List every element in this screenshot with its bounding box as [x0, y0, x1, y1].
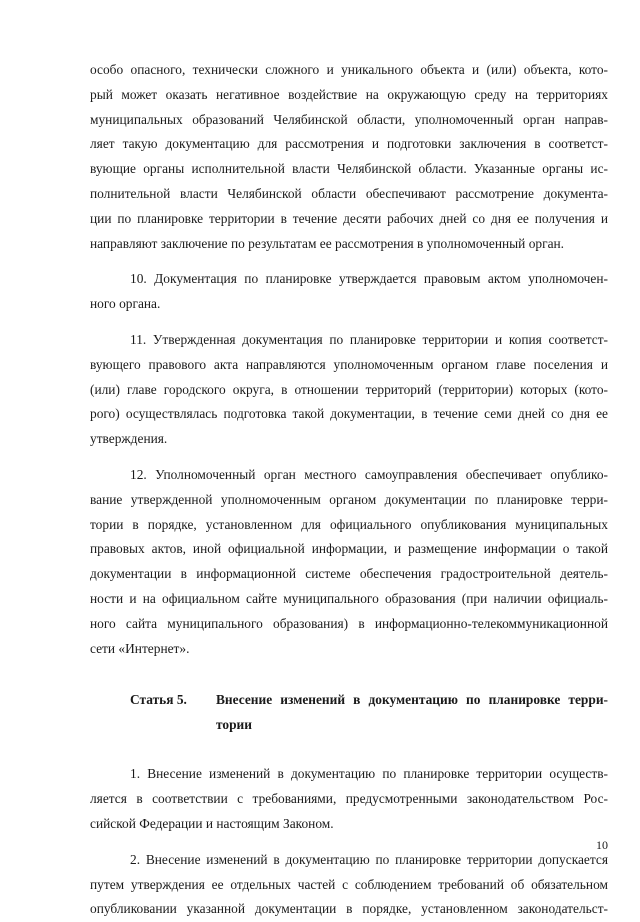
text-line: 2. Внесение изменений в документацию по планировке территории допускается: [130, 851, 608, 867]
article-heading: [90, 688, 608, 738]
text-line: вующие органы исполнительной власти Челябинской области. Указанные органы ис-: [90, 161, 608, 177]
text-line: 12. Уполномоченный орган местного самоуправления обеспечивает опублико-: [130, 466, 608, 482]
text-line: опубликовании указанной документации в порядке, установленном законодательст-: [90, 901, 608, 917]
text-line: 1. Внесение изменений в документацию по планировке территории осуществ-: [130, 766, 608, 782]
text-line: ляется в соответствии с требованиями, предусмотренными законодательством Рос-: [90, 791, 608, 807]
text-line: 11. Утвержденная документация по планировке территории и копия соответст-: [130, 331, 608, 347]
text-line: ного органа.: [90, 296, 161, 312]
paragraph-gap: [90, 837, 608, 848]
text-line: тории в порядке, установленном для официального опубликования муниципальных: [90, 516, 608, 532]
text-line: ции по планировке территории в течение десяти рабочих дней со дня ее получения и: [90, 210, 608, 226]
page-number: 10: [596, 838, 608, 852]
article-title: [216, 688, 608, 738]
text-line: рый может оказать негативное воздействие на окружающую среду на территориях: [90, 86, 608, 102]
text-line: направляют заключение по результатам ее рассмотрения в уполномоченный орган.: [90, 235, 565, 251]
text-line: муниципальных образований Челябинской области, уполномоченный орган направ-: [90, 111, 608, 127]
paragraph: [90, 58, 608, 256]
text-line: 10. Документация по планировке утверждается правовым актом уполномочен-: [130, 271, 608, 287]
text-line: вующего правового акта направляются уполномоченным органом главе поселения и: [90, 356, 608, 372]
body-text: [90, 58, 608, 661]
paragraph-gap: [90, 317, 608, 328]
document-page: [90, 58, 608, 922]
article-title-line: Внесение изменений в документацию по планировке терри-: [216, 692, 608, 708]
text-line: особо опасного, технически сложного и уникального объекта и (или) объекта, кото-: [90, 62, 608, 77]
text-line: сийской Федерации и настоящим Законом.: [90, 815, 334, 831]
paragraph: [90, 267, 608, 317]
text-line: утверждения.: [90, 431, 168, 447]
paragraph: [90, 848, 608, 922]
paragraph: [90, 762, 608, 836]
text-line: ляет такую документацию для рассмотрения и подготовки заключения в соответст-: [90, 136, 608, 152]
text-line: правовых актов, иной официальной информации, и размещение информации о такой: [90, 541, 608, 557]
text-line: ности и на официальном сайте муниципального образования (при наличии официаль-: [90, 590, 608, 606]
article-body-text: [90, 762, 608, 922]
article-title-line: тории: [216, 717, 252, 733]
paragraph: [90, 328, 608, 452]
text-line: рого) осуществлялась подготовка такой документации, в течение семи дней со дня ее: [90, 406, 608, 422]
article-label: Статья 5.: [130, 692, 187, 708]
text-line: ного сайта муниципального образования) в информационно-телекоммуникационной: [90, 615, 608, 631]
paragraph: [90, 463, 608, 661]
paragraph-gap: [90, 452, 608, 463]
text-line: (или) главе городского округа, в отношении территорий (территории) которых (кото-: [90, 381, 608, 397]
text-line: вание утвержденной уполномоченным органом документации по планировке терри-: [90, 491, 608, 507]
paragraph-gap: [90, 256, 608, 267]
text-line: полнительной власти Челябинской области обеспечивают рассмотрение документа-: [90, 185, 608, 201]
text-line: сети «Интернет».: [90, 640, 190, 656]
text-line: путем утверждения ее отдельных частей с соблюдением требований об обязательном: [90, 876, 608, 892]
text-line: документации в информационной системе обеспечения градостроительной деятель-: [90, 566, 608, 582]
